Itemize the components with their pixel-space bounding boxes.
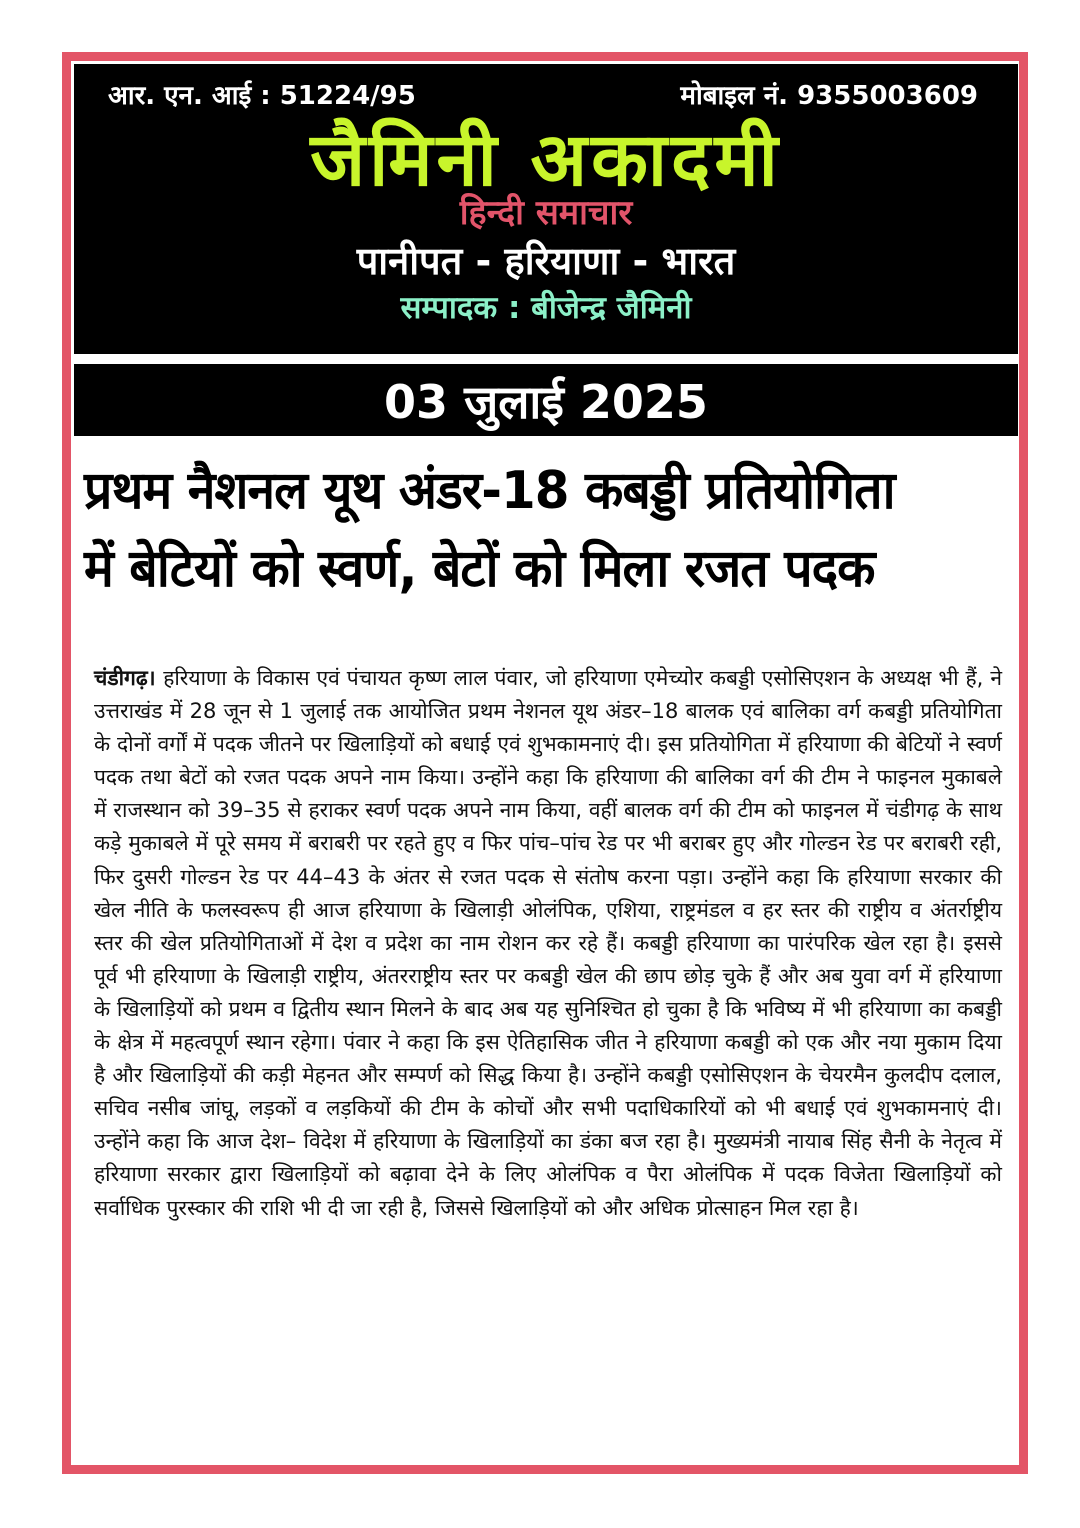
article-dateline: चंडीगढ़। — [94, 666, 164, 690]
masthead — [74, 64, 1018, 354]
publication-title: जैमिनी अकादमी — [310, 117, 782, 203]
date-text: 03 जुलाई 2025 — [384, 375, 708, 429]
article-body — [94, 662, 1002, 1225]
registration-number: आर. एन. आई : 51224/95 — [108, 81, 416, 111]
publication-subtitle: हिन्दी समाचार — [459, 193, 633, 233]
date-banner — [74, 364, 1018, 436]
headline-line-1: प्रथम नैशनल यूथ अंडर-18 कबड्डी प्रतियोगिता — [84, 461, 895, 521]
editor-credit: सम्पादक : बीजेन्द्र जैमिनी — [400, 290, 692, 326]
publication-location: पानीपत - हरियाणा - भारत — [356, 239, 736, 283]
article-headline — [84, 452, 971, 608]
headline-line-2: में बेटियों को स्वर्ण, बेटों को मिला रजत पदक — [84, 539, 875, 599]
mobile-number: मोबाइल नं. 9355003609 — [680, 81, 978, 111]
article-text: हरियाणा के विकास एवं पंचायत कृष्ण लाल पंवार, जो हरियाणा एमेच्योर कबड्डी एसोसिएशन के अध्यक्ष भी हैं, ने उत्तराखंड में 28 जून से 1 जुलाई तक आयोजित प्रथम नेशनल यूथ अंडर–18 बालक एवं बालिका वर्ग कबड्डी प्रतियोगिता के दोनों वर्गों में पदक जीतने पर खिलाड़ियों को बधाई एवं शुभकामनाएं दी। इस प्रतियोगिता में हरियाणा की बेटियों ने स्वर्ण पदक तथा बेटों को रजत पदक अपने नाम किया। उन्होंने कहा कि हरियाणा की बालिका वर्ग की टीम ने फाइनल मुकाबले में राजस्थान को 39–35 से हराकर स्वर्ण पदक अपने नाम किया, वहीं बालक वर्ग की टीम को फाइनल में चंडीगढ़ के साथ कड़े मुकाबले में पूरे समय में बराबरी पर रहते हुए व फिर पांच–पांच रेड पर भी बराबर हुए और गोल्डन रेड पर बराबरी रही, फिर दुसरी गोल्डन रेड पर 44–43 के अंतर से रजत पदक से संतोष करना पड़ा। उन्होंने कहा कि हरियाणा सरकार की खेल नीति के फलस्वरूप ही आज हरियाणा के खिलाड़ी ओलंपिक, एशिया, राष्ट्रमंडल व हर स्तर की राष्ट्रीय व अंतर्राष्ट्रीय स्तर की खेल प्रतियोगिताओं में देश व प्रदेश का नाम रोशन कर रहे हैं। कबड्डी हरियाणा का पारंपरिक खेल रहा है। इससे पूर्व भी हरियाणा के खिलाड़ी राष्ट्रीय, अंतरराष्ट्रीय स्तर पर कबड्डी खेल की छाप छोड़ चुके हैं और अब युवा वर्ग में हरियाणा के खिलाड़ियों को प्रथम व द्वितीय स्थान मिलने के बाद अब यह सुनिश्चित हो चुका है कि भविष्य में भी हरियाणा का कबड्डी के क्षेत्र में महत्वपूर्ण स्थान रहेगा। पंवार ने कहा कि इस ऐतिहासिक जीत ने हरियाणा कबड्डी को एक और नया मुकाम दिया है और खिलाड़ियों की कड़ी मेहनत और सम्पर्ण को सिद्ध किया है। उन्होंने कबड्डी एसोसिएशन के चेयरमैन कुलदीप दलाल, सचिव नसीब जांघू, लड़कों व लड़कियों की टीम के कोचों और सभी पदाधिकारियों को भी बधाई एवं शुभकामनाएं दी। उन्होंने कहा कि आज देश– विदेश में हरियाणा के खिलाड़ियों का डंका बज रहा है। मुख्यमंत्री नायाब सिंह सैनी के नेतृत्व में हरियाणा सरकार द्वारा खिलाड़ियों को बढ़ावा देने के लिए ओलंपिक व पैरा ओलंपिक में पदक विजेता खिलाड़ियों को सर्वाधिक पुरस्कार की राशि भी दी जा रही है, जिससे खिलाड़ियों को और अधिक प्रोत्साहन मिल रहा है। — [94, 666, 1002, 1220]
